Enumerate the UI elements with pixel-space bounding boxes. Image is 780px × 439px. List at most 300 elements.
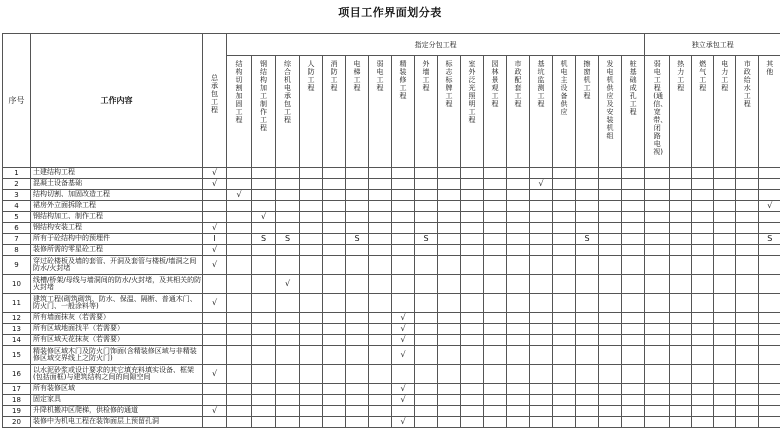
mark-cell (759, 346, 780, 365)
mark-cell: √ (392, 395, 415, 406)
mark-cell (507, 245, 530, 256)
mark-cell (714, 168, 736, 179)
mark-cell (392, 190, 415, 201)
mark-cell (252, 417, 276, 428)
mark-cell (553, 212, 576, 223)
mark-cell (645, 223, 670, 234)
mark-cell: √ (530, 179, 553, 190)
column-header: 电力工程 (714, 56, 736, 168)
mark-cell: √ (276, 275, 300, 294)
mark-cell (759, 294, 780, 313)
mark-cell (276, 417, 300, 428)
mark-cell (369, 179, 392, 190)
mark-cell (252, 190, 276, 201)
column-header: 钢结构加工制作工程 (252, 56, 276, 168)
mark-cell (736, 223, 759, 234)
mark-cell (736, 256, 759, 275)
mark-cell (714, 234, 736, 245)
row-number: 5 (3, 212, 31, 223)
mark-cell (553, 346, 576, 365)
column-header: 弱电工程(通信、宽带、闭路电视) (645, 56, 670, 168)
general-contract-header: 总承包工程 (203, 34, 227, 168)
mark-cell (415, 313, 438, 324)
mark-cell (392, 245, 415, 256)
mark-cell (276, 324, 300, 335)
mark-cell (714, 223, 736, 234)
work-content-cell: 所有墙面抹灰（若需要） (31, 313, 203, 324)
mark-cell (670, 406, 692, 417)
mark-cell (276, 212, 300, 223)
mark-cell (369, 365, 392, 384)
mark-cell (553, 384, 576, 395)
mark-cell (714, 384, 736, 395)
mark-cell (576, 406, 599, 417)
mark-cell (692, 275, 714, 294)
mark-cell (599, 324, 622, 335)
table-row (3, 223, 780, 234)
mark-cell (507, 212, 530, 223)
mark-cell (714, 256, 736, 275)
mark-cell (530, 201, 553, 212)
mark-cell (736, 313, 759, 324)
mark-cell (461, 313, 484, 324)
column-header: 发电机供应及安装机组 (599, 56, 622, 168)
mark-cell (415, 324, 438, 335)
mark-cell (622, 275, 645, 294)
sheet-title: 项目工作界面划分表 (338, 6, 442, 19)
mark-cell (736, 406, 759, 417)
mark-cell (507, 406, 530, 417)
mark-cell (553, 223, 576, 234)
mark-cell (576, 365, 599, 384)
mark-cell (599, 168, 622, 179)
mark-cell (599, 275, 622, 294)
row-number: 19 (3, 406, 31, 417)
mark-cell (438, 324, 461, 335)
mark-cell (346, 223, 369, 234)
mark-cell: √ (392, 313, 415, 324)
mark-cell: √ (392, 335, 415, 346)
mark-cell (252, 223, 276, 234)
mark-cell (346, 335, 369, 346)
mark-cell (507, 179, 530, 190)
mark-cell: S (759, 234, 780, 245)
mark-cell (484, 313, 507, 324)
mark-cell (484, 212, 507, 223)
mark-cell (553, 365, 576, 384)
seq-header: 序号 (3, 34, 31, 168)
mark-cell (692, 346, 714, 365)
mark-cell (670, 212, 692, 223)
mark-cell (507, 234, 530, 245)
mark-cell (346, 179, 369, 190)
mark-cell (438, 190, 461, 201)
mark-cell (553, 324, 576, 335)
mark-cell: √ (203, 256, 227, 275)
mark-cell (530, 234, 553, 245)
mark-cell (203, 190, 227, 201)
column-header: 标志标牌工程 (438, 56, 461, 168)
mark-cell (203, 384, 227, 395)
work-content-cell: 精装修区域木门及防火门饰面(含精装修区域与非精装修区域交界线上之防火门) (31, 346, 203, 365)
mark-cell (692, 234, 714, 245)
mark-cell (415, 335, 438, 346)
mark-cell (346, 365, 369, 384)
mark-cell (300, 190, 323, 201)
mark-cell (692, 335, 714, 346)
mark-cell (645, 417, 670, 428)
mark-cell (227, 201, 252, 212)
row-number: 18 (3, 395, 31, 406)
mark-cell (415, 346, 438, 365)
row-number: 10 (3, 275, 31, 294)
mark-cell (203, 324, 227, 335)
table-row (3, 179, 780, 190)
mark-cell (346, 406, 369, 417)
mark-cell (670, 395, 692, 406)
mark-cell (369, 346, 392, 365)
mark-cell (622, 346, 645, 365)
mark-cell (484, 294, 507, 313)
mark-cell (759, 212, 780, 223)
table-row (3, 417, 780, 428)
table-row (3, 313, 780, 324)
mark-cell (692, 179, 714, 190)
mark-cell (438, 395, 461, 406)
mark-cell (645, 313, 670, 324)
mark-cell (461, 201, 484, 212)
mark-cell (461, 275, 484, 294)
mark-cell (415, 179, 438, 190)
mark-cell (484, 223, 507, 234)
mark-cell (736, 294, 759, 313)
mark-cell (369, 417, 392, 428)
mark-cell (622, 179, 645, 190)
mark-cell (692, 406, 714, 417)
mark-cell (645, 406, 670, 417)
mark-cell (645, 245, 670, 256)
mark-cell (553, 417, 576, 428)
mark-cell (736, 395, 759, 406)
mark-cell (670, 275, 692, 294)
mark-cell (346, 168, 369, 179)
mark-cell (252, 365, 276, 384)
mark-cell (438, 294, 461, 313)
mark-cell (300, 324, 323, 335)
mark-cell (276, 335, 300, 346)
mark-cell (507, 324, 530, 335)
table-row (3, 365, 780, 384)
row-number: 2 (3, 179, 31, 190)
mark-cell (530, 275, 553, 294)
mark-cell (507, 395, 530, 406)
mark-cell (507, 365, 530, 384)
column-header: 综合机电承包工程 (276, 56, 300, 168)
mark-cell (692, 201, 714, 212)
mark-cell (252, 346, 276, 365)
mark-cell (415, 294, 438, 313)
mark-cell (670, 256, 692, 275)
mark-cell (323, 324, 346, 335)
mark-cell: √ (203, 179, 227, 190)
mark-cell (323, 223, 346, 234)
mark-cell (736, 245, 759, 256)
mark-cell (714, 395, 736, 406)
mark-cell (227, 294, 252, 313)
work-content-cell: 线槽/桥架/母线与墙洞间的防水/火封堵，及其相关的防火封堵 (31, 275, 203, 294)
mark-cell (346, 212, 369, 223)
mark-cell: √ (392, 346, 415, 365)
mark-cell (369, 223, 392, 234)
column-header: 精装修工程 (392, 56, 415, 168)
mark-cell (392, 365, 415, 384)
mark-cell (714, 365, 736, 384)
mark-cell (323, 201, 346, 212)
mark-cell (252, 256, 276, 275)
mark-cell (392, 234, 415, 245)
mark-cell (415, 384, 438, 395)
mark-cell: S (346, 234, 369, 245)
mark-cell (622, 190, 645, 201)
mark-cell (692, 365, 714, 384)
table-row (3, 245, 780, 256)
mark-cell (576, 384, 599, 395)
mark-cell (203, 346, 227, 365)
mark-cell: √ (392, 417, 415, 428)
row-number: 9 (3, 256, 31, 275)
table-row (3, 201, 780, 212)
mark-cell (346, 384, 369, 395)
mark-cell (670, 179, 692, 190)
mark-cell (576, 275, 599, 294)
column-header: 园林景观工程 (484, 56, 507, 168)
mark-cell (692, 168, 714, 179)
mark-cell (599, 365, 622, 384)
mark-cell (759, 245, 780, 256)
mark-cell (227, 324, 252, 335)
mark-cell (438, 313, 461, 324)
mark-cell (759, 168, 780, 179)
mark-cell (415, 201, 438, 212)
mark-cell (252, 406, 276, 417)
column-header: 市政配套工程 (507, 56, 530, 168)
mark-cell (692, 384, 714, 395)
mark-cell (461, 190, 484, 201)
mark-cell (692, 190, 714, 201)
work-content-cell: 穿过砼楼板及墙的套管、开洞及套管与楼板/墙洞之间防水/火封堵 (31, 256, 203, 275)
mark-cell (714, 245, 736, 256)
mark-cell (553, 406, 576, 417)
mark-cell (369, 190, 392, 201)
mark-cell (714, 417, 736, 428)
mark-cell (736, 275, 759, 294)
mark-cell (670, 346, 692, 365)
work-content-cell: 以水泥砂浆或设计要求的其它填充料填实设备、框架(包括面框)与建筑结构之间的间隙空间 (31, 365, 203, 384)
table-row (3, 190, 780, 201)
row-number: 14 (3, 335, 31, 346)
mark-cell (670, 365, 692, 384)
mark-cell (553, 335, 576, 346)
mark-cell (392, 406, 415, 417)
mark-cell (599, 256, 622, 275)
mark-cell (415, 223, 438, 234)
mark-cell (759, 417, 780, 428)
mark-cell (415, 406, 438, 417)
mark-cell (759, 384, 780, 395)
mark-cell (599, 294, 622, 313)
table-row (3, 406, 780, 417)
work-content-cell: 装修中为机电工程在装饰面层上预留孔洞 (31, 417, 203, 428)
mark-cell (622, 395, 645, 406)
mark-cell (553, 190, 576, 201)
mark-cell (530, 223, 553, 234)
mark-cell (576, 346, 599, 365)
mark-cell (276, 256, 300, 275)
work-content-cell: 建筑工程(砌筑砌筑、防水、保温、隔断、普通木门、防火门、一般涂料等) (31, 294, 203, 313)
mark-cell (323, 384, 346, 395)
column-header: 机电主设备供应 (553, 56, 576, 168)
column-header: 外墙工程 (415, 56, 438, 168)
mark-cell (759, 335, 780, 346)
mark-cell (369, 245, 392, 256)
mark-cell (576, 294, 599, 313)
mark-cell (736, 234, 759, 245)
mark-cell (369, 201, 392, 212)
mark-cell (759, 365, 780, 384)
mark-cell (530, 417, 553, 428)
mark-cell (300, 294, 323, 313)
column-header: 电梯工程 (346, 56, 369, 168)
mark-cell (599, 346, 622, 365)
mark-cell (252, 168, 276, 179)
mark-cell (300, 275, 323, 294)
mark-cell (346, 417, 369, 428)
mark-cell (346, 201, 369, 212)
mark-cell (276, 406, 300, 417)
mark-cell (461, 365, 484, 384)
row-number: 12 (3, 313, 31, 324)
mark-cell (300, 212, 323, 223)
column-header: 擦窗机工程 (576, 56, 599, 168)
mark-cell: √ (252, 212, 276, 223)
mark-cell (576, 256, 599, 275)
mark-cell (714, 201, 736, 212)
mark-cell (553, 234, 576, 245)
mark-cell (714, 294, 736, 313)
mark-cell (599, 223, 622, 234)
mark-cell (576, 245, 599, 256)
mark-cell (670, 223, 692, 234)
mark-cell (645, 212, 670, 223)
mark-cell (369, 234, 392, 245)
mark-cell (227, 179, 252, 190)
mark-cell (323, 275, 346, 294)
mark-cell (670, 384, 692, 395)
mark-cell (300, 256, 323, 275)
mark-cell (369, 384, 392, 395)
mark-cell (645, 201, 670, 212)
mark-cell (670, 335, 692, 346)
mark-cell (670, 245, 692, 256)
work-content-cell: 混凝土设备基础 (31, 179, 203, 190)
mark-cell (252, 324, 276, 335)
mark-cell (759, 324, 780, 335)
work-content-cell: 钢结构安装工程 (31, 223, 203, 234)
mark-cell (276, 395, 300, 406)
work-content-cell: 固定家具 (31, 395, 203, 406)
mark-cell (484, 384, 507, 395)
mark-cell (300, 395, 323, 406)
mark-cell (392, 179, 415, 190)
mark-cell (346, 395, 369, 406)
mark-cell: √ (227, 190, 252, 201)
mark-cell (714, 179, 736, 190)
mark-cell (415, 245, 438, 256)
mark-cell (736, 201, 759, 212)
mark-cell (692, 417, 714, 428)
mark-cell (645, 324, 670, 335)
mark-cell (553, 395, 576, 406)
column-header: 其他 (759, 56, 780, 168)
row-number: 7 (3, 234, 31, 245)
mark-cell (714, 275, 736, 294)
mark-cell (576, 168, 599, 179)
row-number: 1 (3, 168, 31, 179)
mark-cell (622, 245, 645, 256)
content-header: 工作内容 (31, 34, 203, 168)
mark-cell (369, 212, 392, 223)
mark-cell (599, 201, 622, 212)
mark-cell (622, 234, 645, 245)
mark-cell (323, 346, 346, 365)
row-number: 15 (3, 346, 31, 365)
mark-cell (203, 417, 227, 428)
mark-cell (252, 335, 276, 346)
mark-cell (599, 179, 622, 190)
mark-cell (645, 234, 670, 245)
mark-cell: S (252, 234, 276, 245)
mark-cell (692, 324, 714, 335)
mark-cell (461, 335, 484, 346)
mark-cell (438, 256, 461, 275)
mark-cell (484, 324, 507, 335)
mark-cell (369, 168, 392, 179)
mark-cell (645, 346, 670, 365)
mark-cell (227, 406, 252, 417)
table-row (3, 256, 780, 275)
mark-cell (227, 395, 252, 406)
mark-cell (714, 212, 736, 223)
mark-cell (553, 245, 576, 256)
mark-cell (484, 256, 507, 275)
mark-cell (599, 395, 622, 406)
mark-cell (759, 395, 780, 406)
mark-cell (714, 324, 736, 335)
mark-cell (300, 201, 323, 212)
mark-cell (759, 179, 780, 190)
mark-cell: √ (203, 245, 227, 256)
mark-cell (736, 384, 759, 395)
mark-cell (227, 417, 252, 428)
mark-cell (553, 313, 576, 324)
mark-cell (645, 335, 670, 346)
mark-cell (392, 275, 415, 294)
mark-cell: √ (203, 365, 227, 384)
work-content-cell: 所有于砼结构中的预埋件 (31, 234, 203, 245)
work-content-cell: 裙房外立面拆除工程 (31, 201, 203, 212)
mark-cell: S (576, 234, 599, 245)
mark-cell: S (276, 234, 300, 245)
